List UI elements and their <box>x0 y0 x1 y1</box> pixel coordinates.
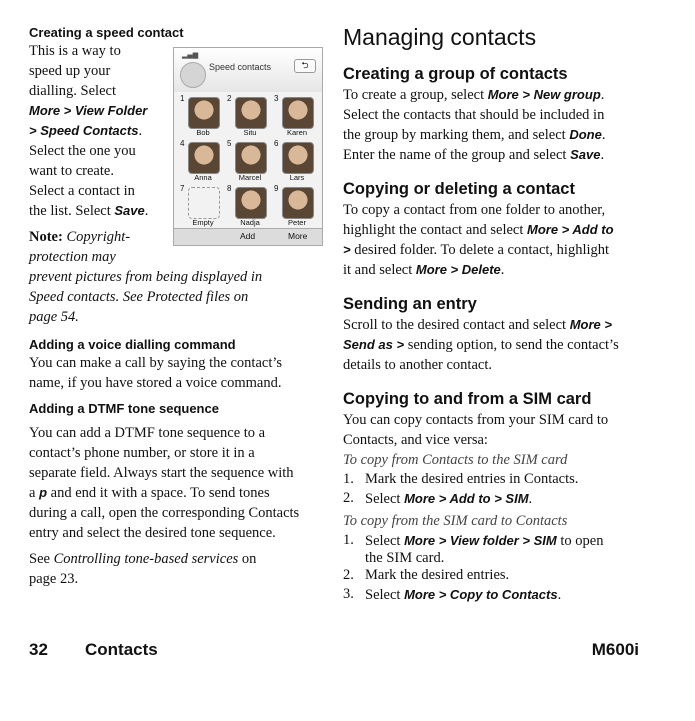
dtmf-heading: Adding a DTMF tone sequence <box>29 401 219 416</box>
list-item: 1. Select More > View folder > SIM to open <box>343 532 604 549</box>
copydel-heading: Copying or deleting a contact <box>343 180 575 198</box>
list-item: 3. Select More > Copy to Contacts. <box>343 586 562 603</box>
voice-heading: Adding a voice dialling command <box>29 337 236 352</box>
contact-photo <box>235 97 267 129</box>
speed-contact-5[interactable]: 5 Marcel <box>227 139 271 189</box>
contact-photo <box>235 187 267 219</box>
contact-photo <box>188 142 220 174</box>
speed-contact-4[interactable]: 4 Anna <box>180 139 224 189</box>
signal-icon: ▂▄▆ <box>182 51 199 59</box>
send-text: Scroll to the desired contact and select More > Send as > sending option, to send the contact’s details to another contact. <box>343 317 619 373</box>
contact-photo <box>235 142 267 174</box>
section-name: Contacts <box>85 640 158 659</box>
empty-contact-icon <box>188 187 220 219</box>
add-softkey[interactable]: Add <box>240 231 256 241</box>
list-item: 2. Mark the desired entries. <box>343 567 510 583</box>
note: Note: Copyright- protection may prevent pictures from being displayed in Speed contacts. See Protected files on page 54. <box>29 229 263 325</box>
contacts-app-icon <box>180 62 206 88</box>
phone-screenshot <box>173 47 323 246</box>
contact-photo <box>282 97 314 129</box>
voice-text: You can make a call by saying the contact’s name, if you have stored a voice command. <box>29 355 283 391</box>
group-heading: Creating a group of contacts <box>343 65 568 83</box>
back-icon[interactable]: ⮌ <box>294 59 316 73</box>
list-item: 1. Mark the desired entries in Contacts. <box>343 471 579 487</box>
send-heading: Sending an entry <box>343 295 477 313</box>
sim-list-2 <box>343 531 643 605</box>
sim-text: You can copy contacts from your SIM card to Contacts, and vice versa: <box>343 412 609 448</box>
copydel-text: To copy a contact from one folder to another, highlight the contact and select More > Add to > desired folder. To delete a contact, highlight it and select More > Delete. <box>343 202 614 278</box>
speed-contact-heading: Creating a speed contact <box>29 25 184 40</box>
contact-photo <box>188 97 220 129</box>
more-softkey[interactable]: More <box>288 231 308 241</box>
sim-list-1 <box>343 470 643 509</box>
list-item: 2. Select More > Add to > SIM. <box>343 490 533 507</box>
dtmf-text: You can add a DTMF tone sequence to a contact’s phone number, or store it in a separate field. Always start the sequence with a p and end it with a space. To send tones during a call, open the corresponding Contacts entry and select the desired tone sequence. <box>29 425 300 541</box>
page-title: Managing contacts <box>343 24 537 50</box>
sim-sub1: To copy from Contacts to the SIM card <box>343 452 568 468</box>
page-number: 32 <box>29 640 48 659</box>
speed-contact-6[interactable]: 6 Lars <box>274 139 318 189</box>
list-item: the SIM card. <box>365 550 445 566</box>
contact-photo <box>282 142 314 174</box>
phone-title: Speed contacts <box>209 62 272 72</box>
speed-contact-3[interactable]: 3 Karen <box>274 94 318 144</box>
speed-contact-2[interactable]: 2 Situ <box>227 94 271 144</box>
speed-contact-7[interactable]: 7 Empty <box>180 184 224 234</box>
phone-header <box>174 48 322 92</box>
phone-softkey-bar <box>174 228 322 245</box>
group-text: To create a group, select More > New group. Select the contacts that should be included in the group by marking them, and select Done. Enter the name of the group and select Save. <box>343 87 606 163</box>
sim-heading: Copying to and from a SIM card <box>343 390 592 408</box>
speed-contact-1[interactable]: 1 Bob <box>180 94 224 144</box>
right-column <box>343 22 643 605</box>
dtmf-see: See Controlling tone-based services on page 23. <box>29 551 257 587</box>
speed-contact-text: This is a way to speed up your dialling. Select More > View Folder > Speed Contacts. Select the one you want to create. Select a contact in the list. Select Save. <box>29 43 149 219</box>
sim-sub2: To copy from the SIM card to Contacts <box>343 513 568 529</box>
model-name: M600i <box>591 640 639 659</box>
contact-photo <box>282 187 314 219</box>
speed-contact-9[interactable]: 9 Peter <box>274 184 318 234</box>
speed-contact-8[interactable]: 8 Nadja <box>227 184 271 234</box>
